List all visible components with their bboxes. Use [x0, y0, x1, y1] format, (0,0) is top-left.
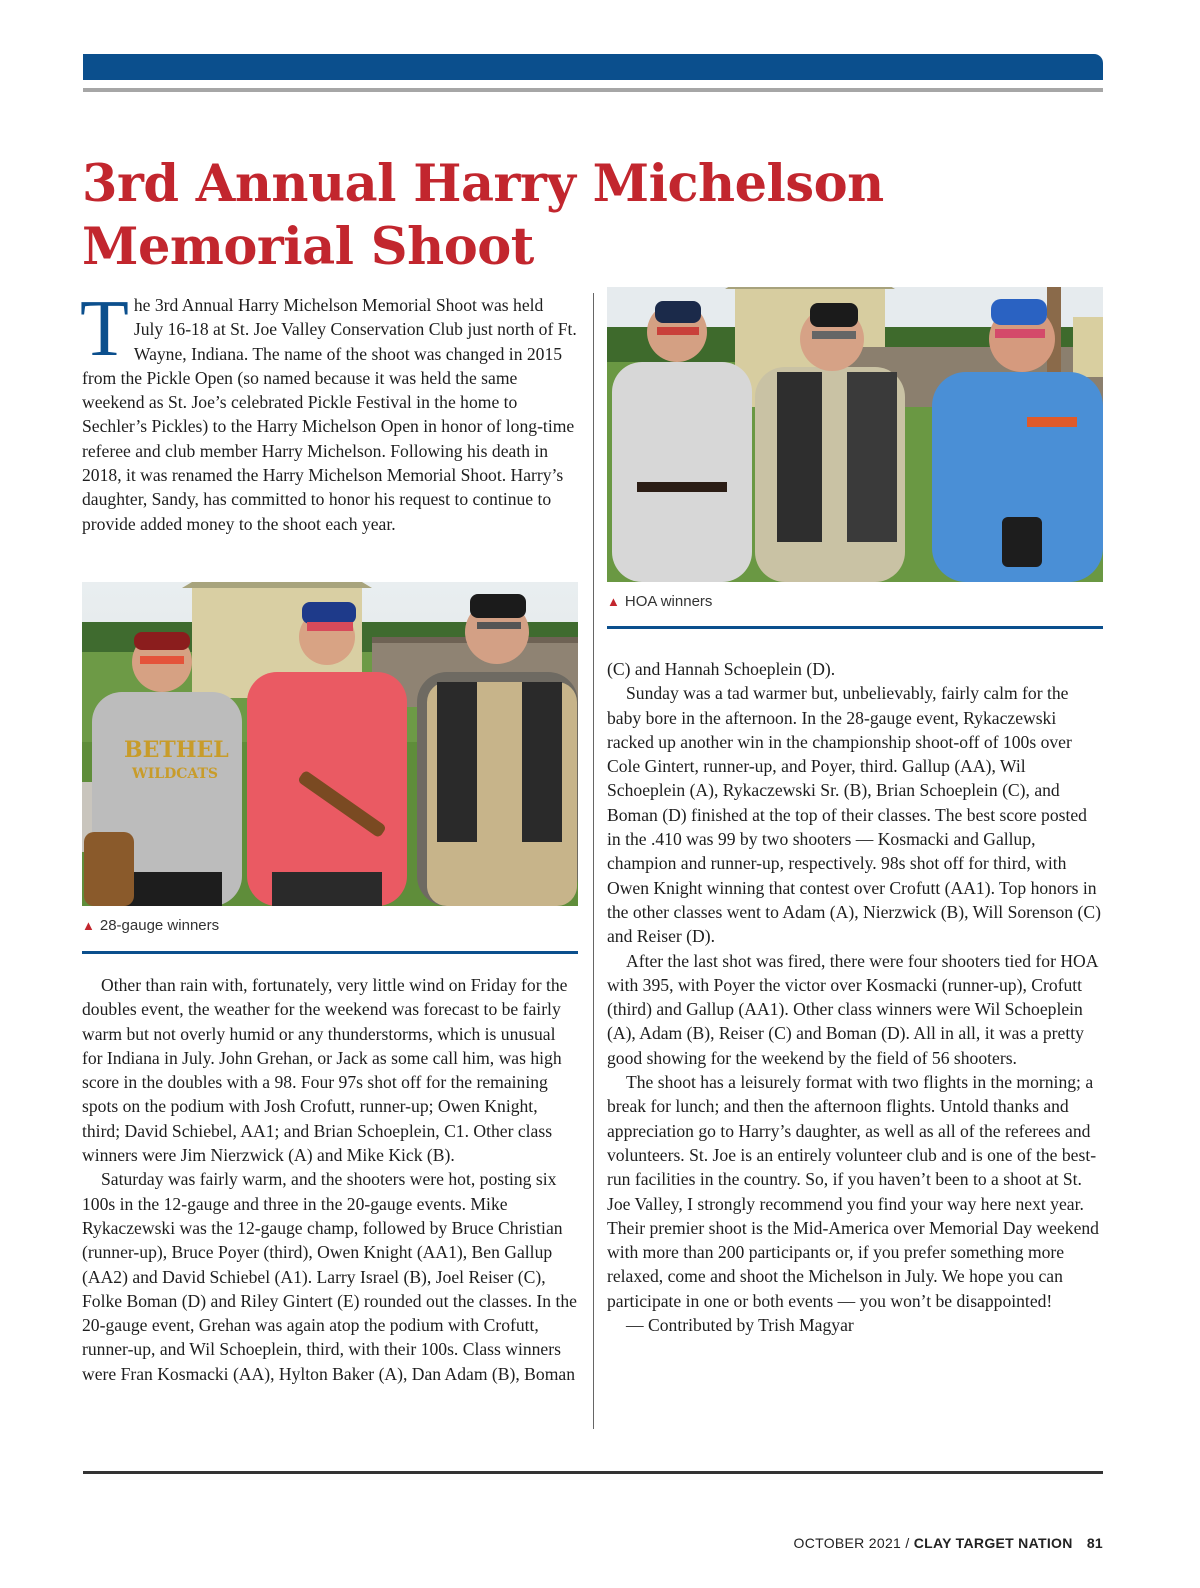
intro-paragraph: [80, 285, 577, 536]
triangle-icon: ▲: [607, 594, 620, 609]
body-paragraph: After the last shot was fired, there were four shooters tied for HOA with 395, with Poyer the victor over Kosmacki (runner-up), Crofutt (third) and Gallup (AA1). Other class winners were Wil Schoeplein (A), Adam (B), Reiser (C) and Boman (D). All in all, it was a pretty good showing for the weekend by the field of 56 shooters.: [607, 950, 1098, 1068]
photo-28-gauge-winners: [82, 582, 578, 906]
body-paragraph-continued: (C) and Hannah Schoeplein (D).: [607, 659, 836, 679]
triangle-icon: ▲: [82, 918, 95, 933]
page-footer: [794, 1535, 1103, 1551]
body-paragraph: The shoot has a leisurely format with two flights in the morning; a break for lunch; and then the afternoon flights. Untold thanks and appreciation go to Harry’s daughter, as well as all of the referees and volunteers. St. Joe is an entirely volunteer club and is one of the best-run facilities in the country. So, if you haven’t been to a shoot at St. Joe Valley, I strongly recommend you find your way here next year. Their premier shoot is the Mid-America over Memorial Day weekend with more than 200 participants or, if you prefer something more relaxed, come and shoot the Michelson in July. We hope you can participate in one or both events — you won’t be disappointed!: [607, 1072, 1099, 1311]
caption-text: HOA winners: [624, 593, 713, 610]
left-column-body: [82, 973, 578, 1386]
footer-rule: [83, 1471, 1103, 1474]
body-paragraph: Sunday was a tad warmer but, unbelievably, fairly calm for the baby bore in the afternoon. In the 28-gauge event, Rykaczewski racked up another win in the championship shoot-off of 100s over Cole Gintert, runner-up, and Poyer, third. Gallup (AA), Wil Schoeplein (A), Rykaczewski Sr. (B), Brian Schoeplein (C), and Boman (D) finished at the top of their classes. The best score posted in the .410 was 99 by two shooters — Kosmacki and Gallup, champion and runner-up, respectively. 98s shot off for third, with Owen Knight winning that contest over Crofutt (AA1). Top honors in the other classes went to Adam (A), Nierzwick (B), Will Sorenson (C) and Reiser (D).: [607, 683, 1101, 947]
column-divider: [593, 293, 594, 1429]
right-column-body: [607, 657, 1103, 1337]
page-number: 81: [1086, 1535, 1103, 1551]
drop-cap: T: [80, 285, 129, 373]
caption-hoa: [607, 593, 712, 611]
caption-text: 28-gauge winners: [99, 917, 220, 934]
body-paragraph: Saturday was fairly warm, and the shooters were hot, posting six 100s in the 12-gauge and three in the 20-gauge events. Mike Rykaczewski was the 12-gauge champ, followed by Bruce Christian (runner-up), Bruce Poyer (third), Owen Knight (AA1), Ben Gallup (AA2) and David Schiebel (A1). Larry Israel (B), Joel Reiser (C), Folke Boman (D) and Riley Gintert (E) rounded out the classes. In the 20-gauge event, Grehan was again atop the podium with Crofutt, runner-up, and Wil Schoeplein, third, with their 100s. Class winners were Fran Kosmacki (AA), Hylton Baker (A), Dan Adam (B), Boman: [82, 1169, 577, 1384]
caption-28-gauge: [82, 917, 219, 935]
body-paragraph: Other than rain with, fortunately, very little wind on Friday for the doubles event, the weather for the weekend was forecast to be fairly warm but not overly humid or any thunderstorms, which is unusual for Indiana in July. John Grehan, or Jack as some call him, was high score in the doubles with a 98. Four 97s shot off for the remaining spots on the podium with Josh Crofutt, runner-up; Owen Knight, third; David Schiebel, AA1; and Brian Schoeplein, C1. Other class winners were Jim Nierzwick (A) and Mike Kick (B).: [82, 975, 568, 1166]
header-bar: [83, 54, 1103, 80]
photo-hoa-winners: [607, 287, 1103, 582]
issue-date: OCTOBER 2021 /: [793, 1535, 910, 1551]
article-title: 3rd Annual Harry Michelson Memorial Shoot: [82, 154, 884, 277]
caption-rule: [607, 626, 1103, 629]
caption-rule: [82, 951, 578, 954]
magazine-name: CLAY TARGET NATION: [913, 1535, 1073, 1551]
intro-text: he 3rd Annual Harry Michelson Memorial Shoot was held July 16-18 at St. Joe Valley Conservation Club just north of Ft. Wayne, Indiana. The name of the shoot was changed in 2015 from the Pickle Open (so named because it was held the same weekend as St. Joe’s celebrated Pickle Festival in the home to Sechler’s Pickles) to the Harry Michelson Open in honor of long-time referee and club member Harry Michelson. Following his death in 2018, it was renamed the Harry Michelson Memorial Shoot. Harry’s daughter, Sandy, has committed to honor his request to continue to provide added money to the shoot each year.: [82, 295, 577, 534]
shirt-lettering-2: WILDCATS: [132, 766, 219, 782]
shirt-lettering: BETHEL: [124, 737, 229, 763]
author-credit: — Contributed by Trish Magyar: [626, 1315, 854, 1336]
header-rule: [83, 88, 1103, 92]
